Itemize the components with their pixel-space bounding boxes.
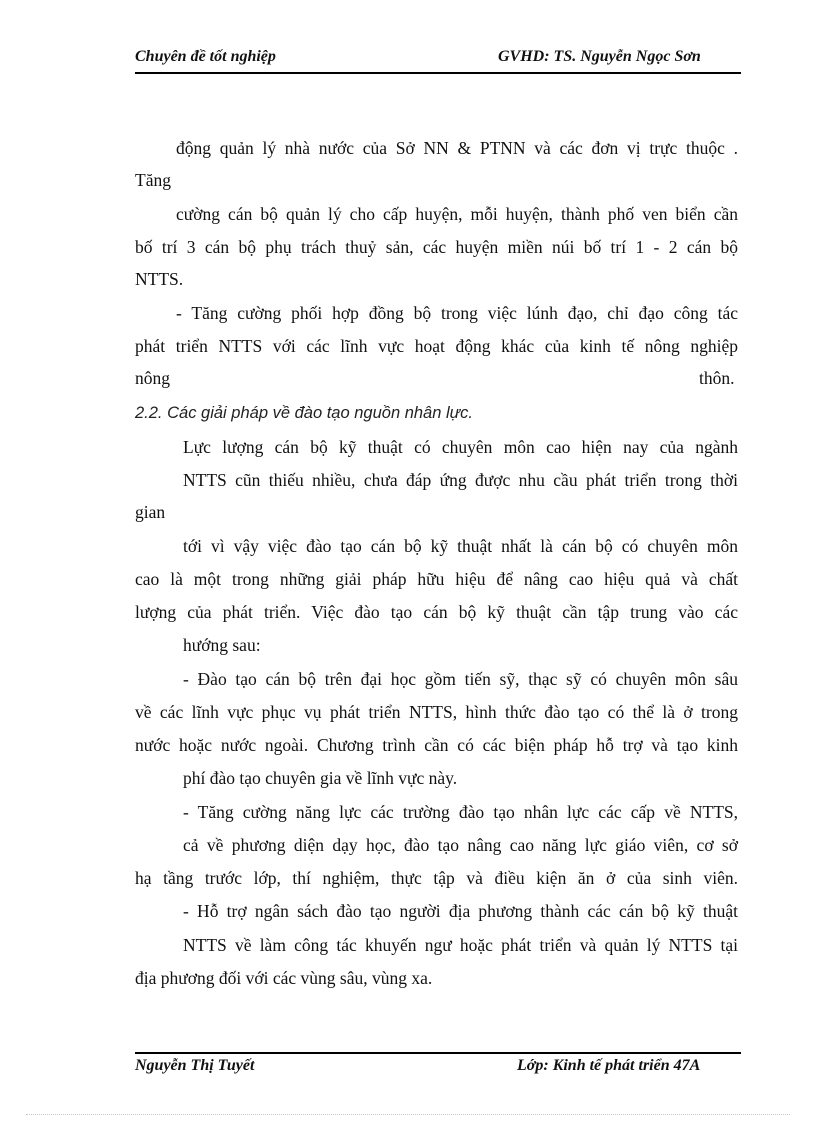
body-line: lượng của phát triển. Việc đào tạo cán bộ kỹ thuật cần tập trung vào các — [135, 602, 738, 622]
body-line: về các lĩnh vực phục vụ phát triển NTTS, hình thức đào tạo có thể là ở trong — [135, 702, 738, 722]
body-line: nước hoặc nước ngoài. Chương trình cần có các biện pháp hỗ trợ và tạo kinh — [135, 735, 738, 755]
footer-class: Lớp: Kinh tế phát triển 47A — [517, 1057, 701, 1074]
body-line: hạ tầng trước lớp, thí nghiệm, thực tập và điều kiện ăn ở của sinh viên. — [135, 868, 738, 888]
body-line: gian — [135, 502, 166, 522]
body-line: tới vì vậy việc đào tạo cán bộ kỹ thuật nhất là cán bộ có chuyên môn — [183, 536, 738, 556]
body-line: thôn. — [699, 368, 735, 388]
body-line: phí đào tạo chuyên gia về lĩnh vực này. — [183, 768, 458, 788]
body-line: cường cán bộ quản lý cho cấp huyện, mỗi huyện, thành phố ven biển cần — [176, 204, 738, 224]
header-title: Chuyên đề tốt nghiệp — [135, 48, 276, 65]
body-line: - Tăng cường phối hợp đồng bộ trong việc lúnh đạo, chỉ đạo công tác — [176, 303, 738, 323]
body-line: NTTS. — [135, 269, 184, 289]
body-line: - Đào tạo cán bộ trên đại học gồm tiến sỹ, thạc sỹ có chuyên môn sâu — [183, 669, 738, 689]
header-advisor: GVHD: TS. Nguyễn Ngọc Sơn — [498, 48, 701, 65]
footer-author: Nguyễn Thị Tuyết — [135, 1057, 255, 1074]
body-line: Lực lượng cán bộ kỹ thuật có chuyên môn cao hiện nay của ngành — [183, 437, 738, 457]
body-line: Tăng — [135, 170, 171, 190]
footer-rule — [135, 1052, 741, 1054]
header-rule — [135, 72, 741, 74]
body-line: hướng sau: — [183, 635, 261, 655]
body-line: phát triển NTTS với các lĩnh vực hoạt động khác của kinh tế nông nghiệp — [135, 336, 738, 356]
body-line: động quản lý nhà nước của Sở NN & PTNN và các đơn vị trực thuộc . — [176, 138, 738, 158]
body-line: bố trí 3 cán bộ phụ trách thuỷ sản, các huyện miền núi bố trí 1 - 2 cán bộ — [135, 237, 738, 257]
body-line: NTTS cũn thiếu nhiều, chưa đáp ứng được nhu cầu phát triển trong thời — [183, 470, 738, 490]
body-line: - Tăng cường năng lực các trường đào tạo nhân lực các cấp về NTTS, — [183, 802, 738, 822]
body-line: nông — [135, 368, 170, 388]
body-line: - Hỗ trợ ngân sách đào tạo người địa phương thành các cán bộ kỹ thuật — [183, 901, 738, 921]
body-line: địa phương đối với các vùng sâu, vùng xa. — [135, 968, 433, 988]
body-line: cao là một trong những giải pháp hữu hiệu để nâng cao hiệu quả và chất — [135, 569, 738, 589]
section-heading: 2.2. Các giải pháp về đào tạo nguồn nhân lực. — [135, 404, 473, 422]
body-line: cả về phương diện dạy học, đào tạo nâng cao năng lực giáo viên, cơ sở — [183, 835, 738, 855]
body-line: NTTS về làm công tác khuyến ngư hoặc phát triển và quản lý NTTS tại — [183, 935, 738, 955]
page-bottom-border — [26, 1114, 790, 1115]
